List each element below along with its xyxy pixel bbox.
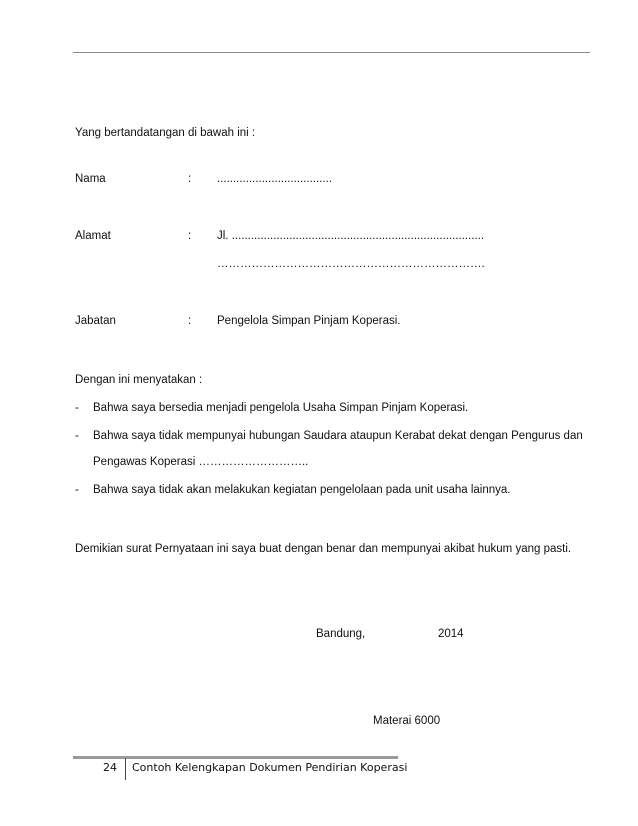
jabatan-colon: : — [188, 315, 192, 327]
statement-2-dash: - — [75, 430, 79, 442]
header-rule — [73, 52, 590, 53]
footer-rule — [73, 756, 398, 759]
nama-label: Nama — [75, 173, 106, 185]
signature-year: 2014 — [438, 628, 464, 640]
statement-3-text: Bahwa saya tidak akan melakukan kegiatan pengelolaan pada unit usaha lainnya. — [93, 484, 511, 496]
statement-intro: Dengan ini menyatakan : — [75, 374, 203, 386]
footer-title: Contoh Kelengkapan Dokumen Pendirian Koperasi — [132, 761, 408, 774]
statement-1-text: Bahwa saya bersedia menjadi pengelola Usaha Simpan Pinjam Koperasi. — [93, 402, 469, 414]
statement-2-text-line2: Pengawas Koperasi ……………………….. — [93, 456, 309, 468]
nama-colon: : — [188, 173, 192, 185]
signature-place: Bandung, — [316, 628, 366, 640]
alamat-value-line1: Jl. ............................................................................... — [217, 230, 485, 242]
jabatan-label: Jabatan — [75, 315, 116, 327]
statement-2-text-line1: Bahwa saya tidak mempunyai hubungan Saudara ataupun Kerabat dekat dengan Pengurus dan — [93, 430, 583, 442]
nama-value: .................................... — [217, 173, 333, 185]
closing-statement: Demikian surat Pernyataan ini saya buat dengan benar dan mempunyai akibat hukum yang pasti. — [75, 543, 572, 555]
footer-separator — [125, 758, 126, 780]
footer-page-number: 24 — [103, 761, 117, 774]
statement-1-dash: - — [75, 402, 79, 414]
alamat-value-line2: ……………………………………………………………. — [217, 258, 485, 270]
statement-3-dash: - — [75, 484, 79, 496]
stamp-label: Materai 6000 — [373, 715, 441, 727]
alamat-label: Alamat — [75, 230, 111, 242]
jabatan-value: Pengelola Simpan Pinjam Koperasi. — [217, 315, 401, 327]
alamat-colon: : — [188, 230, 192, 242]
intro-text: Yang bertandatangan di bawah ini : — [75, 127, 256, 139]
